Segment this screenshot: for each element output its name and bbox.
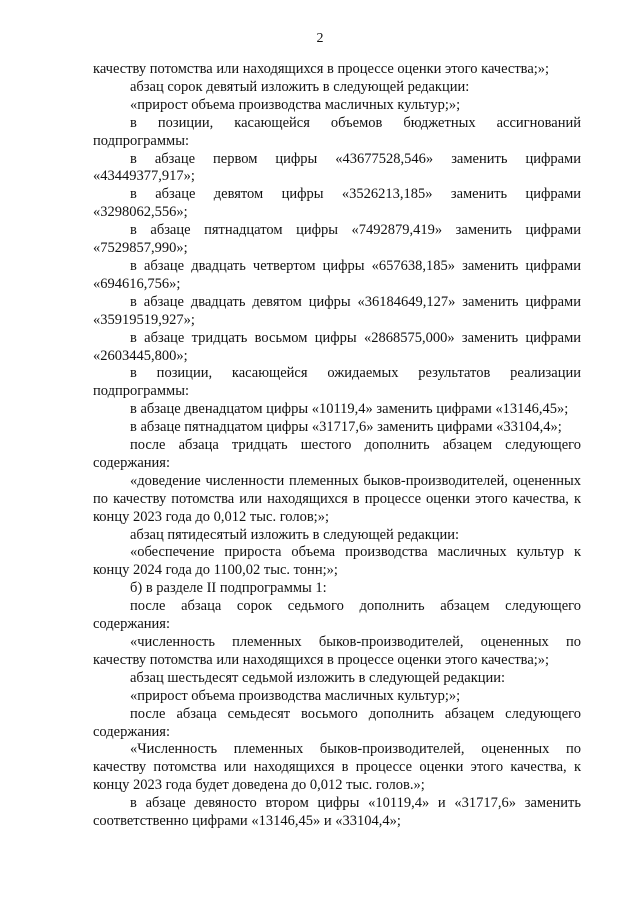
paragraph: в абзаце тридцать восьмом цифры «2868575,000» заменить цифрами «2603445,800»;: [93, 329, 581, 364]
page-number: 2: [316, 31, 324, 46]
paragraph: в абзаце первом цифры «43677528,546» заменить цифрами «43449377,917»;: [93, 150, 581, 185]
document-body: [93, 61, 581, 831]
paragraph: в абзаце девятом цифры «3526213,185» заменить цифрами «3298062,556»;: [93, 186, 581, 221]
paragraph: после абзаца сорок седьмого дополнить абзацем следующего содержания:: [93, 598, 581, 633]
paragraph: в позиции, касающейся объемов бюджетных ассигнований подпрограммы:: [93, 114, 581, 149]
paragraph: б) в разделе II подпрограммы 1:: [130, 580, 327, 597]
paragraph: «обеспечение прироста объема производства масличных культур к концу 2024 года до 1100,02 тыс. тонн;»;: [93, 544, 581, 579]
paragraph: в абзаце пятнадцатом цифры «31717,6» заменить цифрами «33104,4»;: [130, 419, 562, 436]
paragraph: качеству потомства или находящихся в процессе оценки этого качества;»;: [93, 61, 550, 77]
paragraph: после абзаца тридцать шестого дополнить абзацем следующего содержания:: [93, 437, 581, 471]
paragraph: после абзаца семьдесят восьмого дополнить абзацем следующего содержания:: [93, 705, 581, 740]
paragraph: абзац пятидесятый изложить в следующей редакции:: [130, 526, 460, 543]
paragraph: в абзаце двадцать девятом цифры «36184649,127» заменить цифрами «35919519,927»;: [93, 293, 581, 328]
paragraph: «прирост объема производства масличных культур;»;: [130, 96, 461, 113]
paragraph: в абзаце двадцать четвертом цифры «657638,185» заменить цифрами «694616,756»;: [93, 257, 581, 292]
paragraph: абзац сорок девятый изложить в следующей редакции:: [130, 78, 470, 95]
paragraph: «доведение численности племенных быков-производителей, оцененных по качеству потомства или находящихся в процессе оценки этого качества, к концу 2023 года до 0,012 тыс. голов;»;: [93, 472, 581, 525]
paragraph: в позиции, касающейся ожидаемых результатов реализации подпрограммы:: [93, 365, 581, 400]
paragraph: в абзаце девяносто втором цифры «10119,4» и «31717,6» заменить соответственно цифрами «13146,45» и «33104,4»;: [93, 795, 581, 830]
paragraph: в абзаце пятнадцатом цифры «7492879,419» заменить цифрами «7529857,990»;: [93, 222, 581, 257]
paragraph: «Численность племенных быков-производителей, оцененных по качеству потомства или находящихся в процессе оценки этого качества, к концу 2023 года будет доведена до 0,012 тыс. голов.»;: [93, 741, 581, 794]
paragraph: абзац шестьдесят седьмой изложить в следующей редакции:: [130, 669, 506, 686]
paragraph: в абзаце двенадцатом цифры «10119,4» заменить цифрами «13146,45»;: [130, 401, 569, 418]
paragraph: «прирост объема производства масличных культур;»;: [130, 687, 461, 704]
paragraph: «численность племенных быков-производителей, оцененных по качеству потомства или находящихся в процессе оценки этого качества;»;: [93, 634, 581, 668]
